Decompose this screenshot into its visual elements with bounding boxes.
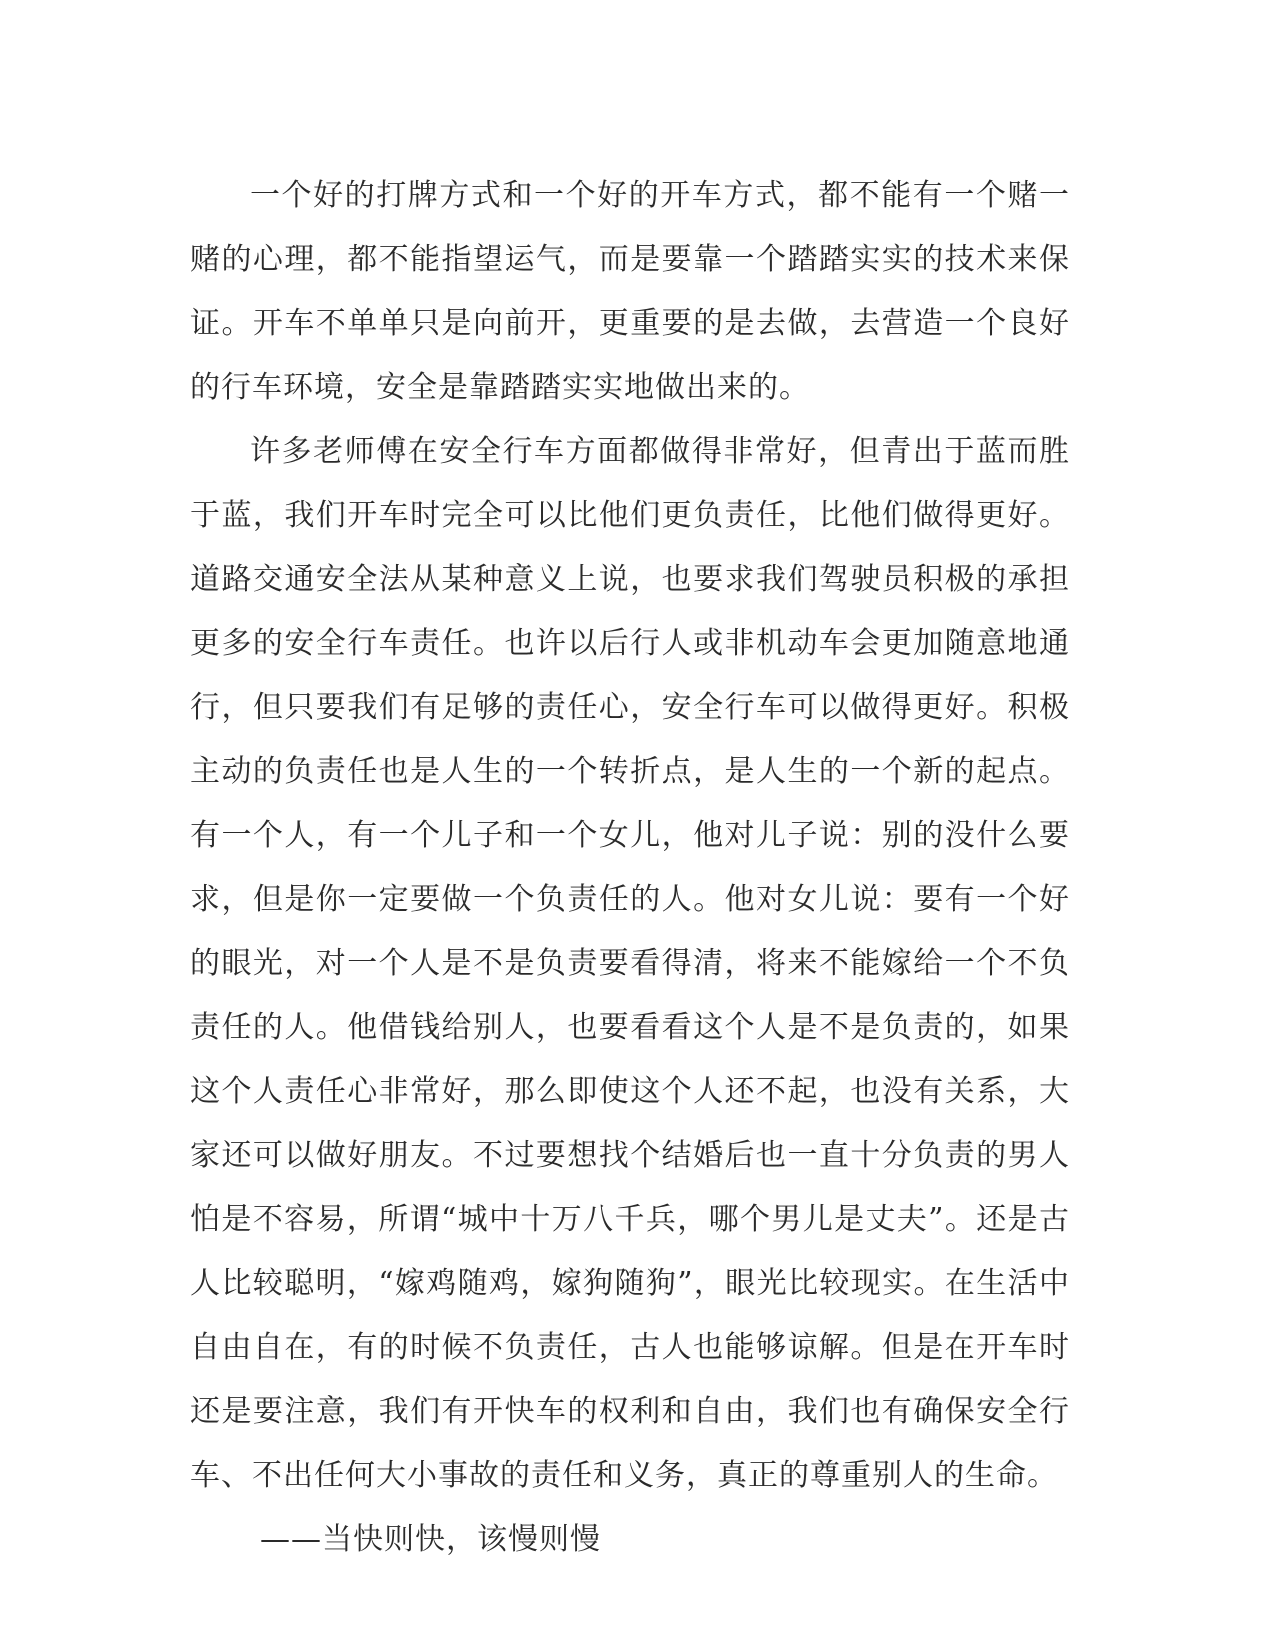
closing-line: ——当快则快，该慢则慢 [260,1522,601,1557]
paragraph-2: 许多老师傅在安全行车方面都做得非常好，但青出于蓝而胜于蓝，我们开车时完全可以比他们更负责任，比他们做得更好。道路交通安全法从某种意义上说，也要求我们驾驶员积极的承担更多的安全行车责任。也许以后行人或非机动车会更加随意地通行，但只要我们有足够的责任心，安全行车可以做得更好。积极主动的负责任也是人生的一个转折点，是人生的一个新的起点。有一个人，有一个儿子和一个女儿，他对儿子说：别的没什么要求，但是你一定要做一个负责任的人。他对女儿说：要有一个好的眼光，对一个人是不是负责要看得清，将来不能嫁给一个不负责任的人。他借钱给别人，也要看看这个人是不是负责的，如果这个人责任心非常好，那么即使这个人还不起，也没有关系，大家还可以做好朋友。不过要想找个结婚后也一直十分负责的男人怕是不容易，所谓“城中十万八千兵，哪个男儿是丈夫”。还是古人比较聪明，“嫁鸡随鸡，嫁狗随狗”，眼光比较现实。在生活中自由自在，有的时候不负责任，古人也能够谅解。但是在开车时还是要注意，我们有开快车的权利和自由，我们也有确保安全行车、不出任何大小事故的责任和义务，真正的尊重别人的生命。 [190,434,1070,1493]
document-body [190,164,1070,1572]
paragraph-1: 一个好的打牌方式和一个好的开车方式，都不能有一个赌一赌的心理，都不能指望运气，而是要靠一个踏踏实实的技术来保证。开车不单单只是向前开，更重要的是去做，去营造一个良好的行车环境，安全是靠踏踏实实地做出来的。 [190,178,1070,405]
